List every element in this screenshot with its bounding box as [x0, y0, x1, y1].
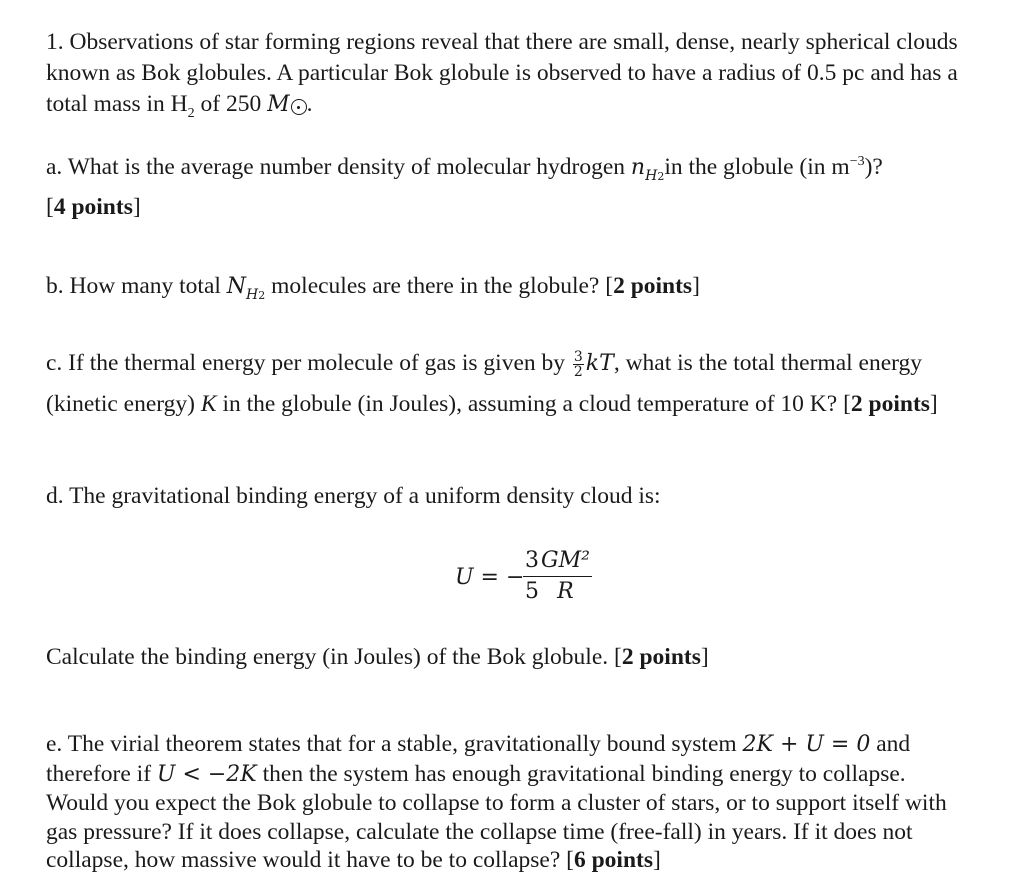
intro-line-2: known as Bok globules. A particular Bok globule is observed to have a radius of 0.5 pc and has a [46, 60, 958, 86]
equation-fraction-gm2-over-r: $\frac{\text{GM²}}{R}$ [541, 548, 590, 604]
part-c-line-2: (kinetic energy) K in the globule (in Joules), assuming a cloud temperature of 10 K? [2 points] [46, 391, 938, 417]
question-part-c [46, 343, 1011, 424]
intro-line-1: 1. Observations of star forming regions reveal that there are small, dense, nearly spherical clouds [46, 29, 958, 55]
part-d-line-1: d. The gravitational binding energy of a uniform density cloud is: [46, 483, 661, 509]
part-e-line-3: Would you expect the Bok globule to collapse to form a cluster of stars, or to support itself with [46, 790, 947, 816]
part-b-line-1: b. How many total $N_{H2}$ molecules are there in the globule? [2 points] [46, 273, 700, 303]
part-a-line-1: a. What is the average number density of molecular hydrogen $n_{H2}in$ the globule (in $m^{-3}$)? [46, 154, 883, 184]
part-e-line-1: e. The virial theorem states that for a stable, gravitationally bound system 2K + U = 0 and [46, 731, 911, 757]
part-e-line-5: collapse, how massive would it have to be to collapse? [6 points] [46, 847, 661, 873]
part-a-points: [4 points] [46, 194, 141, 220]
part-e-line-2: therefore if U < −2K then the system has enough gravitational binding energy to collapse. [46, 760, 906, 787]
part-e-line-4: gas pressure? If it does collapse, calculate the collapse time (free-fall) in years. If it does not [46, 818, 913, 845]
equation-fraction-three-fifths: $\frac{3}{5}$ [525, 548, 539, 604]
question-1-intro [46, 27, 1011, 129]
intro-line-3: total mass in $H_2$ of 250 M . [46, 91, 313, 121]
three-halves-fraction: $\frac{3}{2}$ [573, 349, 583, 381]
question-part-a [46, 146, 1011, 223]
part-d-calculate: Calculate the binding energy (in Joules) of the Bok globule. [2 points] [46, 644, 709, 670]
solar-mass-symbol-icon [291, 99, 307, 115]
question-part-e [46, 730, 1011, 875]
question-part-b [46, 271, 1011, 311]
question-part-d [46, 481, 1011, 512]
equation-lhs: U = − [455, 565, 525, 590]
part-c-line-1: c. If the thermal energy per molecule of gas is given by $\frac{3}{2}$ kT, what is the total thermal energy [46, 349, 923, 381]
